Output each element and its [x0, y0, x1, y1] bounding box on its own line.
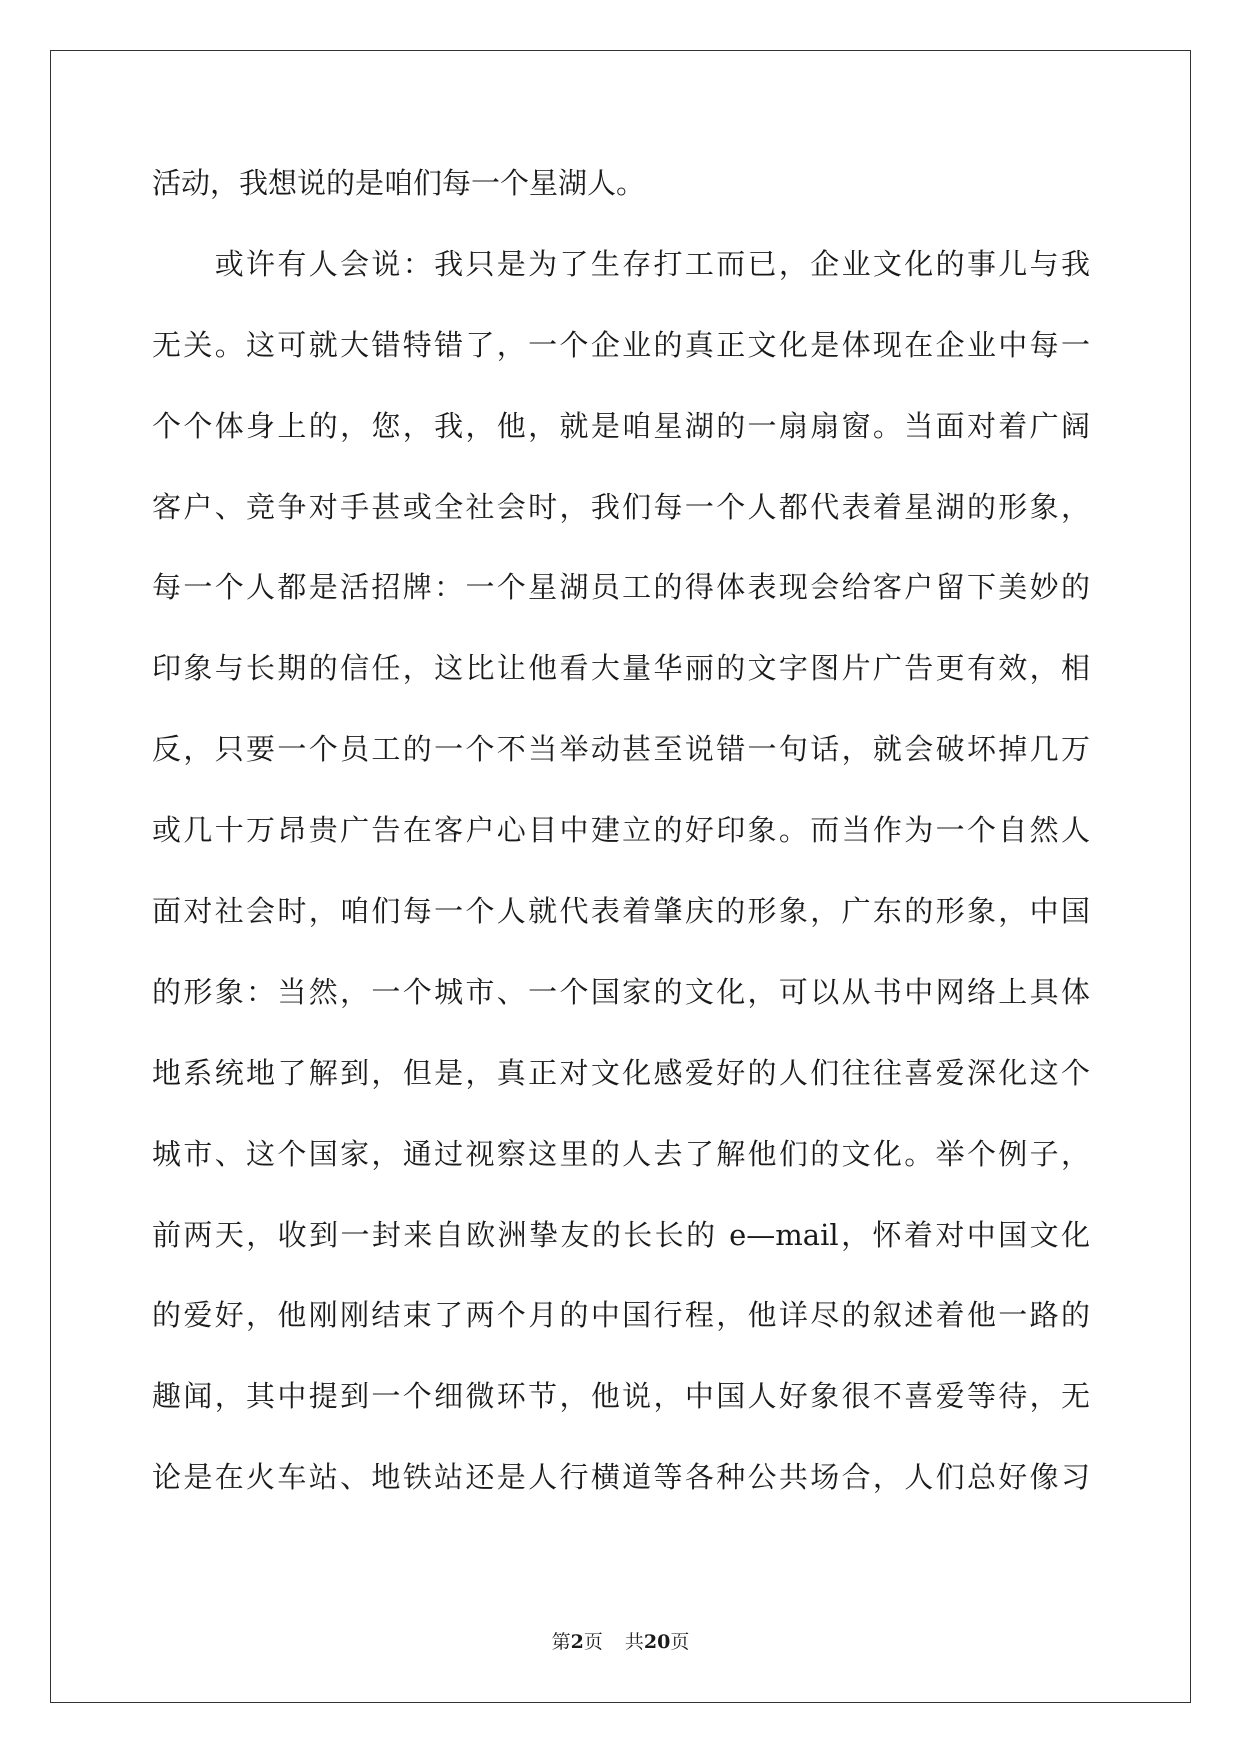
text-line: 客户、竞争对手甚或全社会时，我们每一个人都代表着星湖的形象， [152, 489, 1090, 524]
text-line: 每一个人都是活招牌：一个星湖员工的得体表现会给客户留下美妙的 [152, 570, 1090, 605]
text-line: 论是在火车站、地铁站还是人行横道等各种公共场合，人们总好像习 [152, 1460, 1090, 1495]
text-line: 印象与长期的信任，这比让他看大量华丽的文字图片广告更有效，相 [152, 651, 1090, 686]
text-line: 个个体身上的，您，我，他，就是咱星湖的一扇扇窗。当面对着广阔 [152, 408, 1090, 443]
text-line: 无关。这可就大错特错了，一个企业的真正文化是体现在企业中每一 [152, 327, 1090, 362]
total-suffix: 页 [670, 1631, 690, 1653]
text-line: 或许有人会说：我只是为了生存打工而已，企业文化的事儿与我 [152, 246, 1090, 281]
total-pages: 20 [643, 1631, 671, 1653]
page-number: 2 [570, 1631, 584, 1653]
text-line: 的爱好，他刚刚结束了两个月的中国行程，他详尽的叙述着他一路的 [152, 1298, 1090, 1333]
text-line: 城市、这个国家，通过视察这里的人去了解他们的文化。举个例子， [152, 1136, 1090, 1171]
text-line: 或几十万昂贵广告在客户心目中建立的好印象。而当作为一个自然人 [152, 813, 1090, 848]
text-line: 地系统地了解到，但是，真正对文化感爱好的人们往往喜爱深化这个 [152, 1055, 1090, 1090]
text-line: 前两天，收到一封来自欧洲挚友的长长的 e—mail，怀着对中国文化 [152, 1217, 1090, 1252]
page-footer [0, 1630, 1241, 1654]
page-prefix: 第 [551, 1631, 571, 1653]
text-line: 活动，我想说的是咱们每一个星湖人。 [152, 166, 646, 200]
text-line: 趣闻，其中提到一个细微环节，他说，中国人好象很不喜爱等待，无 [152, 1379, 1090, 1414]
text-line: 的形象：当然，一个城市、一个国家的文化，可以从书中网络上具体 [152, 974, 1090, 1009]
text-line: 反，只要一个员工的一个不当举动甚至说错一句话，就会破坏掉几万 [152, 732, 1090, 767]
text-line: 面对社会时，咱们每一个人就代表着肇庆的形象，广东的形象，中国 [152, 894, 1090, 929]
total-prefix: 共 [624, 1631, 644, 1653]
document-body [152, 163, 1090, 1538]
page-suffix: 页 [583, 1631, 603, 1653]
